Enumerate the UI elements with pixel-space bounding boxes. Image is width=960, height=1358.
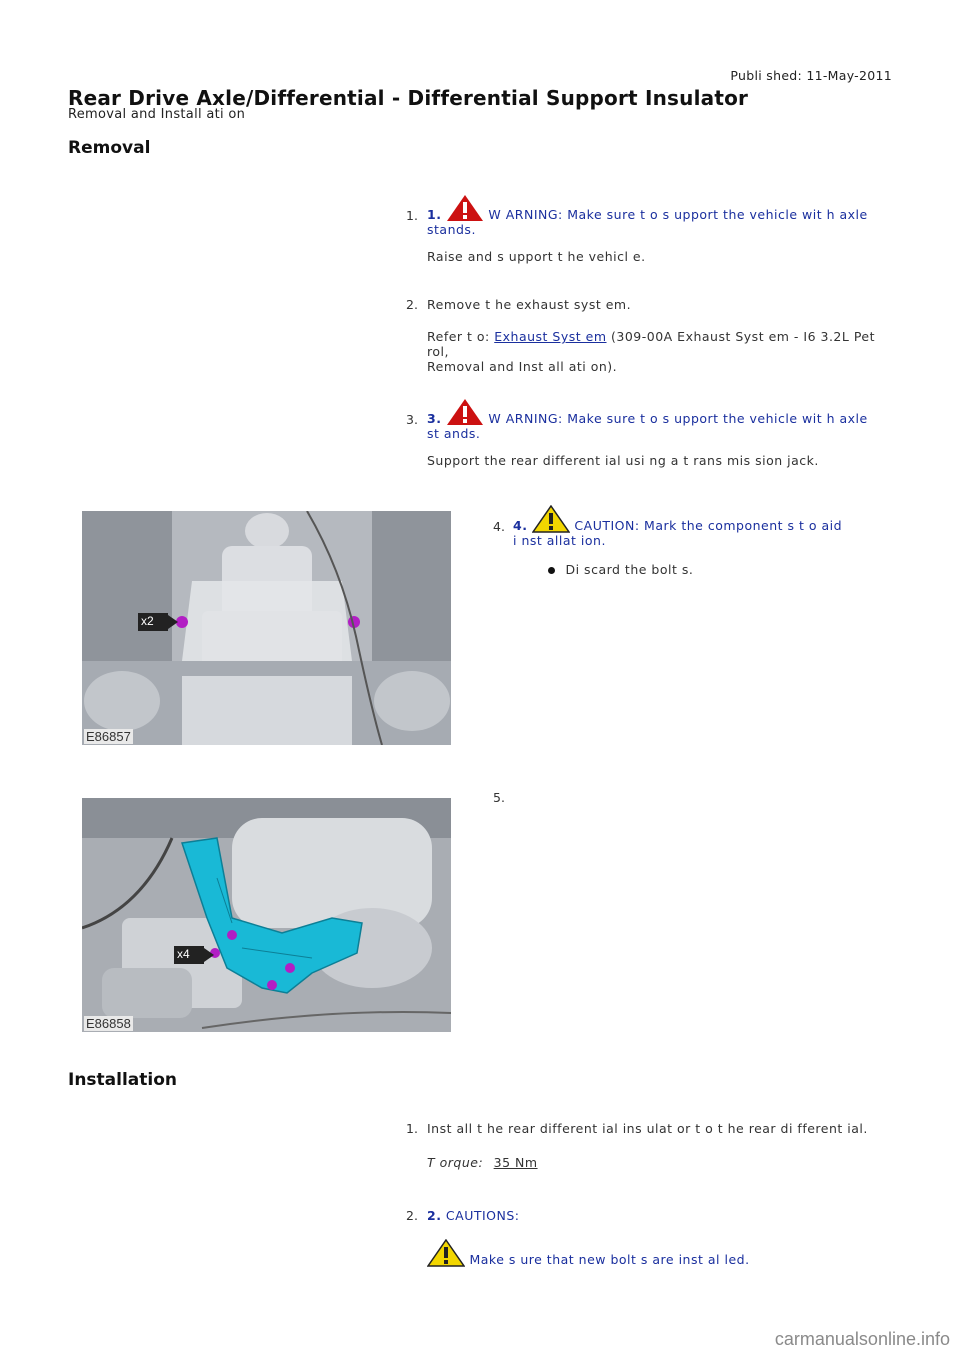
removal-step-2	[427, 297, 897, 374]
warning-text-cont: st ands.	[427, 426, 481, 441]
watermark: carmanualsonline.info	[774, 1329, 950, 1349]
caution-text: CAUTION: Mark the component s t o aid	[569, 518, 843, 533]
step-lead: 1.	[427, 207, 442, 222]
removal-step-2-number: 2.	[406, 297, 418, 312]
figure-e86857	[82, 511, 451, 745]
refer-prefix: Refer t o:	[427, 329, 495, 344]
figure-label: E86857	[86, 729, 131, 744]
step-instruction: Inst all t he rear different ial ins ulat or t o t he rear di fferent ial.	[427, 1121, 868, 1136]
warning-text: W ARNING: Make sure t o s upport the vehicle wit h axle	[483, 411, 868, 426]
exhaust-system-link[interactable]: Exhaust Syst em	[494, 329, 607, 344]
page-subtitle: Removal and Install ati on	[68, 107, 246, 122]
removal-step-4	[513, 505, 913, 577]
warning-text: W ARNING: Make sure t o s upport the vehicle wit h axle	[483, 207, 868, 222]
removal-step-4-number: 4.	[493, 519, 505, 534]
installation-step-2	[427, 1208, 897, 1267]
figure-label: E86858	[86, 1016, 131, 1031]
removal-step-3	[427, 398, 897, 468]
insulator-photo	[82, 798, 451, 1032]
figure-e86858	[82, 798, 451, 1032]
callout-label: x4	[177, 947, 190, 961]
step-instruction: Raise and s upport t he vehicl e.	[427, 249, 646, 264]
caution-note: Make s ure that new bolt s are inst al led.	[465, 1252, 750, 1267]
removal-step-1	[427, 194, 897, 264]
removal-step-5-number: 5.	[493, 790, 505, 805]
warning-triangle-icon	[446, 194, 484, 222]
removal-step-3-number: 3.	[406, 412, 418, 427]
step-lead: 2.	[427, 1208, 442, 1223]
warning-triangle-icon	[446, 398, 484, 426]
step-lead: 4.	[513, 518, 528, 533]
torque-value: 35 Nm	[493, 1155, 538, 1170]
bullet-text: Di scard the bolt s.	[565, 562, 694, 577]
warning-text-cont: stands.	[427, 222, 476, 237]
caution-triangle-icon	[532, 505, 570, 533]
caution-triangle-icon	[427, 1239, 465, 1267]
caution-text-cont: i nst allat ion.	[513, 533, 606, 548]
differential-photo	[82, 511, 451, 745]
removal-step-1-number: 1.	[406, 208, 418, 223]
bullet-icon	[548, 567, 555, 574]
step-lead: 3.	[427, 411, 442, 426]
published-date: Publi shed: 11-May-2011	[730, 68, 892, 83]
removal-heading: Removal	[68, 138, 151, 158]
page-title: Rear Drive Axle/Differential - Differential Support Insulator	[68, 86, 749, 110]
caution-text: CAUTIONS:	[441, 1208, 520, 1223]
callout-label: x2	[141, 614, 154, 628]
installation-step-1	[427, 1121, 897, 1170]
torque-label: T orque:	[427, 1155, 484, 1170]
installation-step-1-number: 1.	[406, 1121, 418, 1136]
refer-suffix: (309-00A Exhaust Syst em - I6 3.2L Pet rol,	[427, 329, 876, 359]
step-instruction: Remove t he exhaust syst em.	[427, 297, 632, 312]
refer-line-2: Removal and Inst all ati on).	[427, 359, 618, 374]
step-instruction: Support the rear different ial usi ng a t rans mis sion jack.	[427, 453, 819, 468]
installation-step-2-number: 2.	[406, 1208, 418, 1223]
installation-heading: Installation	[68, 1070, 178, 1090]
